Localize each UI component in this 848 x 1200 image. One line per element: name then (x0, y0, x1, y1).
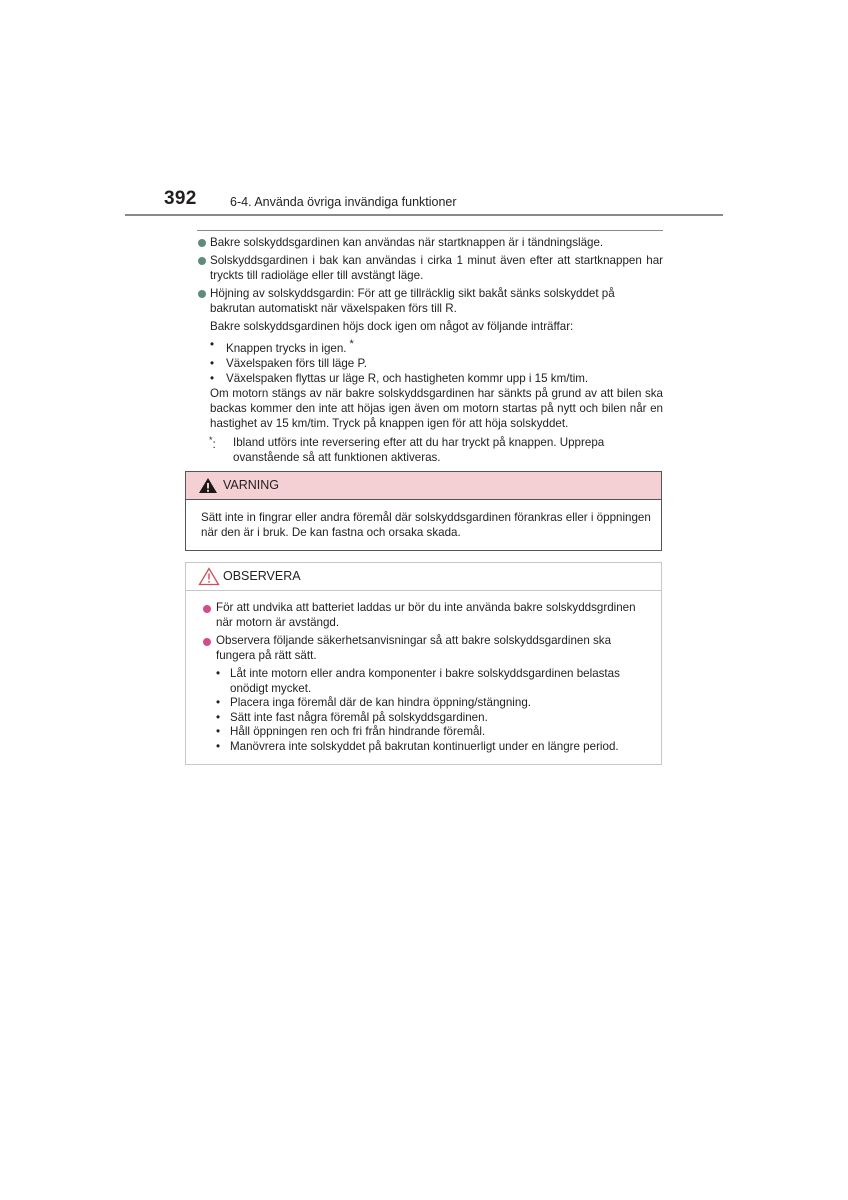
bullet-text: Solskyddsgardinen i bak kan användas i cirka 1 minut även efter att startknappen har tryckts till radioläge eller till avstängt läge. (210, 254, 663, 282)
warning-triangle-icon (198, 477, 218, 494)
list-item (216, 667, 652, 696)
warning-box (185, 471, 662, 551)
list-item (197, 253, 663, 283)
list-marker: • (216, 710, 221, 724)
list-item (197, 235, 663, 250)
list-item (197, 286, 663, 316)
list-marker: • (216, 667, 221, 680)
sub-item-text: Låt inte motorn eller andra komponenter i bakre solskyddsgardinen belastas onödigt mycket. (230, 667, 620, 695)
footnote-text: Ibland utförs inte reversering efter att du har tryckt på knappen. Upprepa ovanstående så att funktionen aktiveras. (233, 436, 605, 464)
list-item (210, 356, 663, 371)
list-item (202, 634, 652, 663)
list-item (216, 740, 652, 755)
bullet-text: Bakre solskyddsgardinen kan användas när startknappen är i tändningsläge. (210, 236, 604, 249)
sub-item-text: Växelspaken flyttas ur läge R, och hastigheten kommr upp i 15 km/tim. (226, 372, 589, 385)
content-divider (197, 230, 663, 231)
list-marker: • (210, 357, 215, 370)
bullet-text: Observera följande säkerhetsanvisningar så att bakre solskyddsgardinen ska fungera på rätt sätt. (216, 634, 612, 662)
engine-paragraph: Om motorn stängs av när bakre solskyddsgardinen har sänkts på grund av att bilen ska backas kommer den inte att höjas igen även om motorn startas på nytt och bilen når en hastighet av 15 km/tim. Tryck på knappen igen för att höja solskyddet. (210, 387, 663, 430)
sub-item-text: Håll öppningen ren och fri från hindrande föremål. (230, 725, 486, 738)
warning-label: VARNING (223, 478, 280, 492)
footnote-reference: * (349, 338, 354, 350)
list-item (216, 725, 652, 740)
footnote-marker: *: (209, 435, 216, 451)
list-marker: • (216, 725, 221, 738)
notice-content (202, 601, 652, 754)
list-marker: • (216, 739, 221, 753)
caution-triangle-outline-icon (198, 567, 220, 586)
sub-item-text: Placera inga föremål där de kan hindra öppning/stängning. (230, 696, 531, 709)
list-item (210, 371, 663, 386)
list-item (210, 337, 663, 356)
bullet-text: För att undvika att batteriet laddas ur bör du inte använda bakre solskyddsgrdinen när motorn är avstängd. (216, 601, 636, 629)
main-content (197, 235, 663, 465)
list-item (216, 696, 652, 711)
list-marker: • (210, 338, 215, 351)
warning-text: Sätt inte in fingrar eller andra föremål där solskyddsgardinen förankras eller i öppningen när den är i bruk. De kan fastna och orsaka skada. (201, 511, 651, 539)
bullet-icon (198, 239, 206, 247)
bullet-text: Höjning av solskyddsgardin: För att ge tillräcklig sikt bakåt sänks solskyddet på bakrutan automatiskt när växelspaken förs till R. (210, 287, 615, 315)
notice-sub-list (202, 667, 652, 754)
bullet-icon (198, 257, 206, 265)
sub-item-text: Sätt inte fast några föremål på solskyddsgardinen. (230, 710, 488, 724)
sub-item-text: Växelspaken förs till läge P. (226, 357, 367, 370)
bullet-icon (203, 638, 211, 646)
sub-item-text: Knappen trycks in igen. (226, 342, 347, 355)
page-number: 392 (164, 188, 197, 209)
sub-item-text: Manövrera inte solskyddet på bakrutan kontinuerligt under en längre period. (230, 739, 619, 753)
notice-header (186, 563, 661, 591)
footnote (209, 435, 663, 465)
list-item (202, 601, 652, 630)
list-marker: • (216, 696, 221, 709)
warning-header (186, 472, 661, 500)
list-marker: • (210, 372, 215, 385)
raise-intro: Bakre solskyddsgardinen höjs dock igen om något av följande inträffar: (210, 320, 574, 333)
page-header (0, 0, 848, 220)
list-item (216, 711, 652, 726)
raise-conditions-list (197, 337, 663, 386)
notice-box (185, 562, 662, 765)
section-title: 6-4. Använda övriga invändiga funktioner (230, 195, 457, 209)
bullet-icon (198, 290, 206, 298)
header-divider (125, 214, 723, 216)
notice-label: OBSERVERA (223, 569, 301, 583)
bullet-icon (203, 605, 211, 613)
